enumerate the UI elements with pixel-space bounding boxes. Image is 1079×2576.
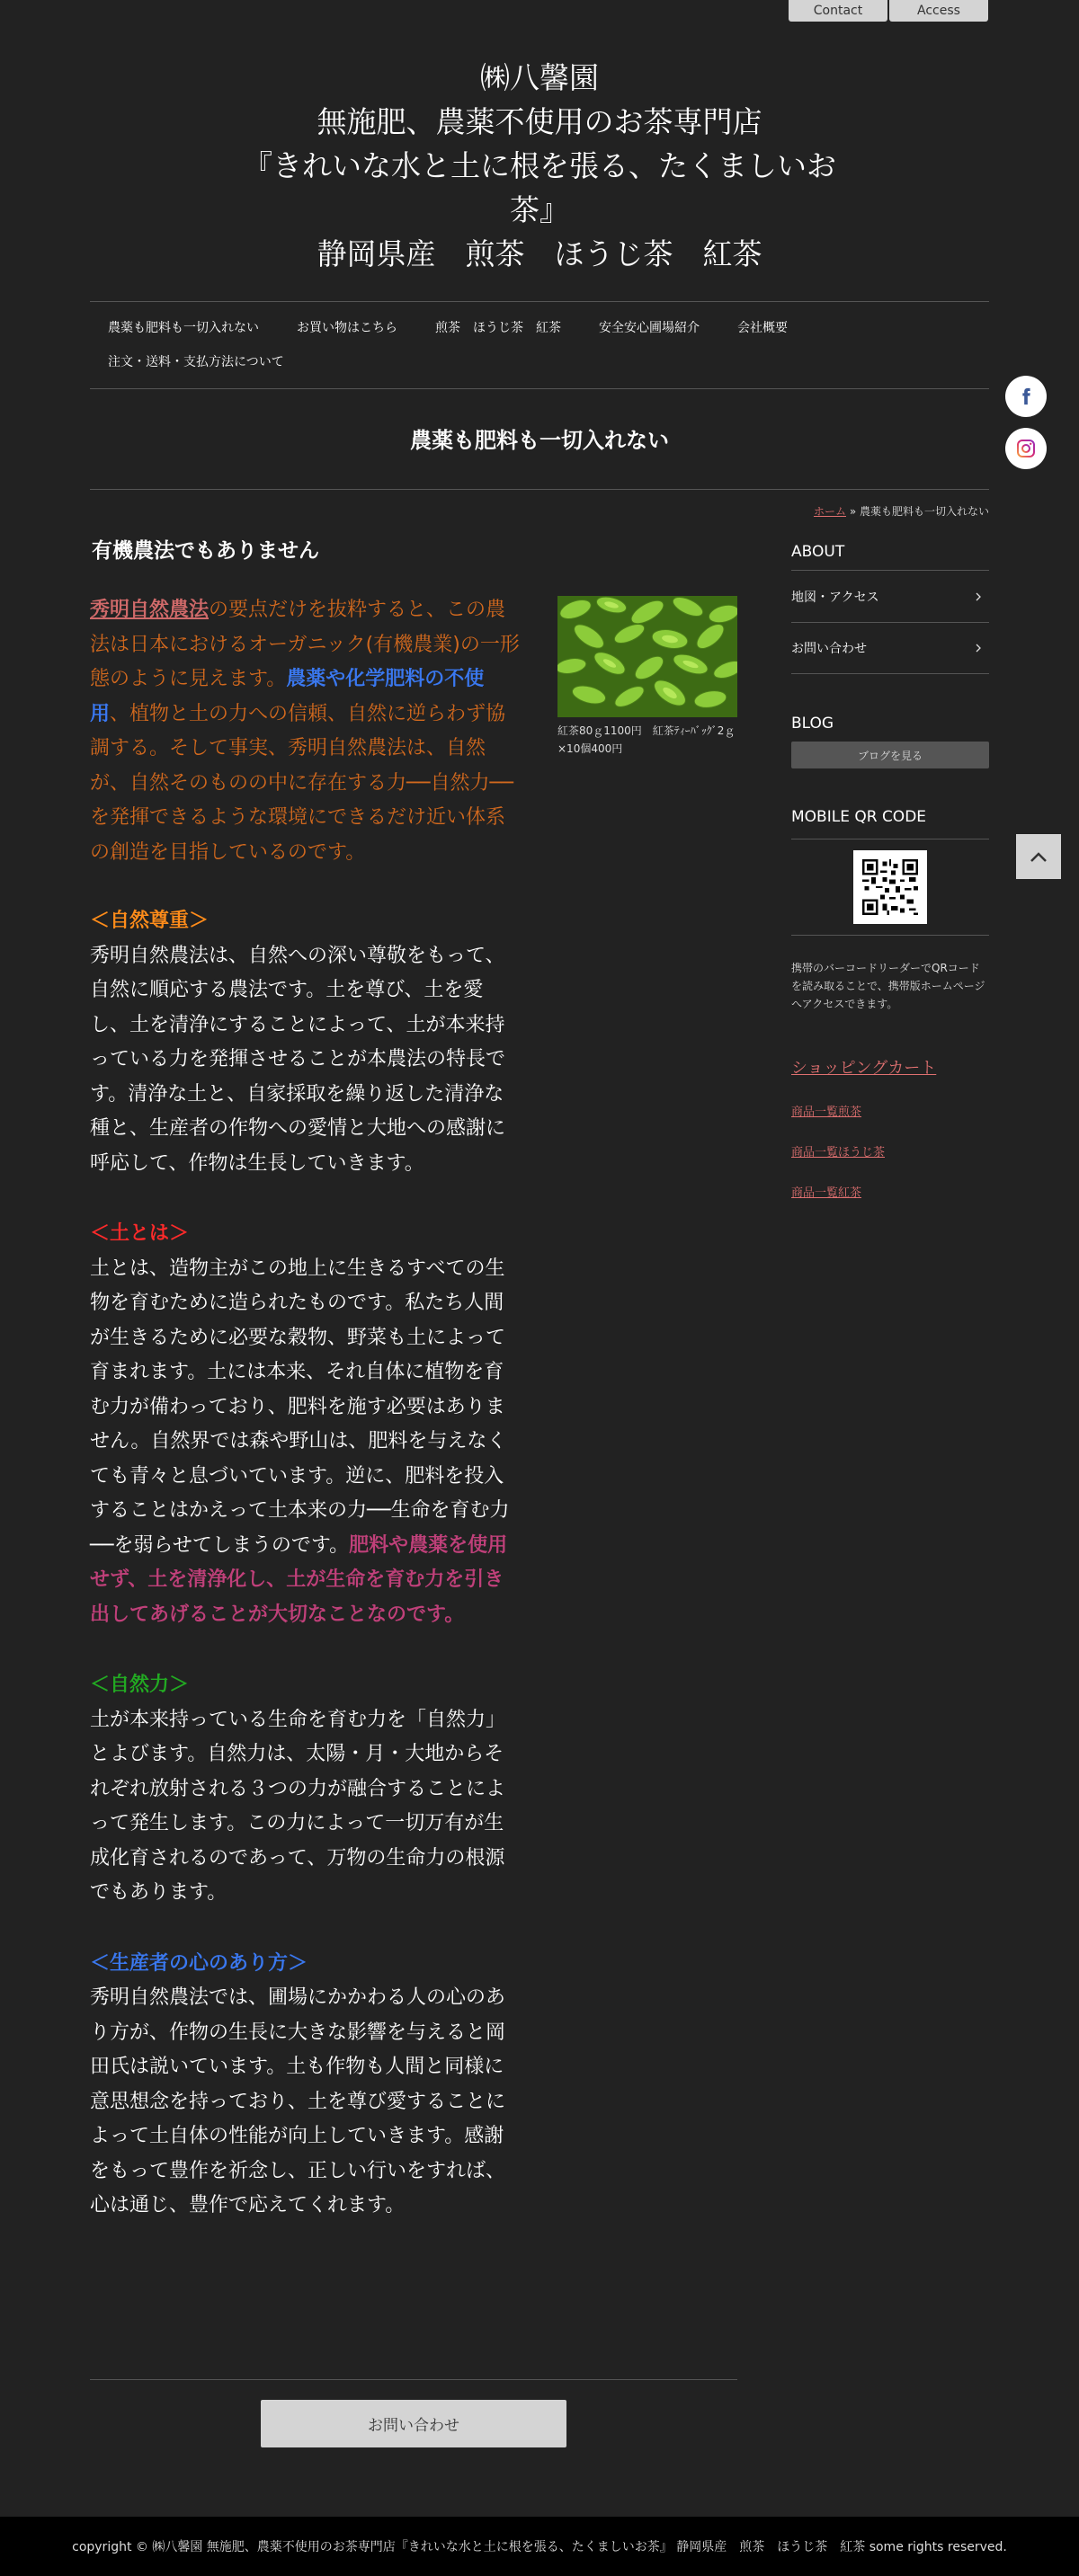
main-content bbox=[90, 530, 737, 564]
section-body bbox=[90, 1252, 522, 1633]
qr-frame bbox=[791, 839, 989, 936]
chevron-right-icon bbox=[975, 643, 982, 653]
section-body: 秀明自然農法では、圃場にかかわる人の心のあり方が、作物の生長に大きな影響を与えると岡田氏は説いています。土も作物も人間と同様に意思想念を持っており、土を尊び愛することによって土自体の性能が向上していきます。感謝をもって豊作を祈念し、正しい行いをすれば、心は通じ、豊作で応えてくれます。 bbox=[90, 1986, 506, 2216]
tea-leaves-photo bbox=[557, 596, 737, 717]
nav-item-tea-types[interactable]: 煎茶 ほうじ茶 紅茶 bbox=[435, 321, 561, 335]
contact-top-button[interactable]: Contact bbox=[789, 0, 887, 22]
section-nature-respect bbox=[90, 904, 522, 1181]
section-heading: ＜生産者の心のあり方＞ bbox=[90, 1951, 308, 1975]
instagram-icon bbox=[1015, 438, 1037, 459]
sidebar-item-label: お問い合わせ bbox=[791, 642, 867, 656]
footer bbox=[0, 2517, 1079, 2576]
nav-item-order-info[interactable]: 注文・送料・支払方法について bbox=[108, 355, 284, 369]
sidebar-item-contact[interactable] bbox=[791, 622, 989, 674]
page-heading: 農薬も肥料も一切入れない bbox=[410, 428, 669, 453]
sidebar-qr bbox=[791, 808, 989, 1013]
sidebar-about bbox=[791, 543, 989, 674]
section-body: 秀明自然農法は、自然への深い尊敬をもって、自然に順応する農法です。土を尊び、土を愛し、土を清浄にすることによって、土が本来持っている力を発揮させることが本農法の特長です。清浄な土と、自家採取を繰り返した清浄な種と、生産者の作物への愛情と大地への感謝に呼応して、作物は生長していきます。 bbox=[90, 944, 506, 1175]
divider bbox=[90, 2379, 737, 2380]
sidebar-item-label: 地図・アクセス bbox=[791, 590, 879, 605]
qr-code bbox=[853, 850, 927, 924]
breadcrumb-current: 農薬も肥料も一切入れない bbox=[859, 505, 989, 518]
section-producer-mind bbox=[90, 1947, 522, 2224]
section-emphasis: 肥料や農薬を使用せず、土を清浄化し、土が生命を育む力を引き出してあげることが大切なことなのです。 bbox=[90, 1533, 508, 1626]
site-title-line: 無施肥、農薬不使用のお茶専門店 bbox=[317, 104, 762, 139]
divider bbox=[90, 388, 989, 389]
qr-code-icon bbox=[862, 859, 918, 915]
site-title-line: 茶』 bbox=[510, 192, 569, 227]
lead-paragraph bbox=[90, 593, 522, 870]
sidebar-cart bbox=[791, 1005, 989, 1200]
photo-caption: 紅茶80ｇ1100円 紅茶ﾃｨｰﾊﾞｯｸﾞ2ｇ×10個400円 bbox=[557, 724, 736, 755]
shopping-cart-link[interactable]: ショッピングカート bbox=[791, 1059, 937, 1078]
section-heading: ＜自然力＞ bbox=[90, 1674, 190, 1696]
global-nav bbox=[108, 315, 971, 383]
sidebar-blog-title: BLOG bbox=[791, 715, 834, 733]
divider bbox=[90, 489, 989, 490]
sidebar-item-map-access[interactable] bbox=[791, 570, 989, 622]
top-utility-buttons bbox=[789, 0, 988, 22]
site-title[interactable] bbox=[90, 56, 989, 276]
section-soil bbox=[90, 1217, 522, 1632]
section-body: 土が本来持っている生命を育む力を「自然力」とよびます。自然力は、太陽・月・大地からそれぞれ放射される３つの力が融合することによって発生します。この力によって一切万有が生成化育されるのであって、万物の生命力の根源でもあります。 bbox=[90, 1708, 506, 1904]
breadcrumb-separator: » bbox=[849, 505, 857, 518]
blog-button[interactable]: ブログを見る bbox=[791, 742, 989, 768]
section-heading: ＜自然尊重＞ bbox=[90, 910, 210, 932]
sidebar-about-list bbox=[791, 570, 989, 674]
contact-button[interactable]: お問い合わせ bbox=[261, 2400, 566, 2447]
shumei-link[interactable]: 秀明自然農法 bbox=[90, 599, 210, 621]
nav-item-no-pesticides[interactable]: 農薬も肥料も一切入れない bbox=[108, 321, 259, 335]
cart-link-black-tea[interactable]: 商品一覧紅茶 bbox=[791, 1186, 862, 1200]
cart-link-hojicha[interactable]: 商品一覧ほうじ茶 bbox=[791, 1146, 886, 1159]
section-natural-force bbox=[90, 1668, 522, 1911]
site-title-line: 静岡県産 煎茶 ほうじ茶 紅茶 bbox=[317, 236, 762, 271]
tea-leaves-image bbox=[557, 596, 737, 717]
qr-description: 携帯のバーコードリーダーでQRコードを読み取ることで、携帯版ホームページへアクセスできます。 bbox=[791, 962, 985, 1010]
nav-item-company[interactable]: 会社概要 bbox=[737, 321, 788, 335]
sidebar-blog bbox=[791, 715, 989, 768]
nav-item-shopping[interactable]: お買い物はこちら bbox=[297, 321, 397, 335]
page-top-button[interactable] bbox=[1016, 834, 1061, 879]
divider bbox=[90, 301, 989, 302]
breadcrumb-home-link[interactable]: ホーム bbox=[813, 505, 846, 518]
site-title-line: 『きれいな水と土に根を張る、たくましいお bbox=[243, 148, 836, 183]
cart-link-sencha[interactable]: 商品一覧煎茶 bbox=[791, 1106, 862, 1119]
sidebar-about-title: ABOUT bbox=[791, 543, 845, 561]
lead-text: 、植物と土の力への信頼、自然に逆らわず協調する。そして事実、秀明自然農法は、自然が、自然そのものの中に存在する力──自然力──を発揮できるような環境にできるだけ近い体系の創造を目指しているのです。 bbox=[90, 702, 513, 864]
article-title: 有機農法でもありません bbox=[92, 539, 319, 563]
facebook-button[interactable] bbox=[1005, 376, 1047, 417]
facebook-icon bbox=[1016, 386, 1036, 406]
lead-text: の要点だけを抜粋すると、この農法は日本におけるオーガニック(有機農業)の一形態のように見えます。 bbox=[90, 599, 520, 690]
chevron-right-icon bbox=[975, 591, 982, 602]
section-body-text: 土とは、造物主がこの地上に生きるすべての生物を育むために造られたものです。私たち人間が生きるために必要な穀物、野菜も土によって育まれます。土には本来、それ自体に植物を育む力が備わっており、肥料を施す必要はありません。自然界では森や野山は、肥料を与えなくても青々と息づいています。逆に、肥料を投入することはかえって土本来の力──生命を育む力──を弱らせてしまうのです。 bbox=[90, 1257, 510, 1557]
chevron-up-icon bbox=[1030, 850, 1048, 863]
lead-emphasis: 農薬や化学肥料の不使用 bbox=[90, 668, 485, 725]
site-title-line: ㈱八馨園 bbox=[480, 60, 599, 95]
breadcrumb bbox=[814, 503, 989, 519]
sidebar-qr-title: MOBILE QR CODE bbox=[791, 808, 927, 826]
nav-item-fields[interactable]: 安全安心圃場紹介 bbox=[599, 321, 700, 335]
access-top-button[interactable]: Access bbox=[889, 0, 988, 22]
instagram-button[interactable] bbox=[1005, 428, 1047, 469]
article-body bbox=[90, 593, 522, 2224]
copyright-text: copyright © ㈱八馨園 無施肥、農薬不使用のお茶専門店『きれいな水と土に根を張る、たくましいお茶』 静岡県産 煎茶 ほうじ茶 紅茶 some rights reserved. bbox=[72, 2540, 1007, 2554]
section-heading: ＜土とは＞ bbox=[90, 1222, 190, 1245]
